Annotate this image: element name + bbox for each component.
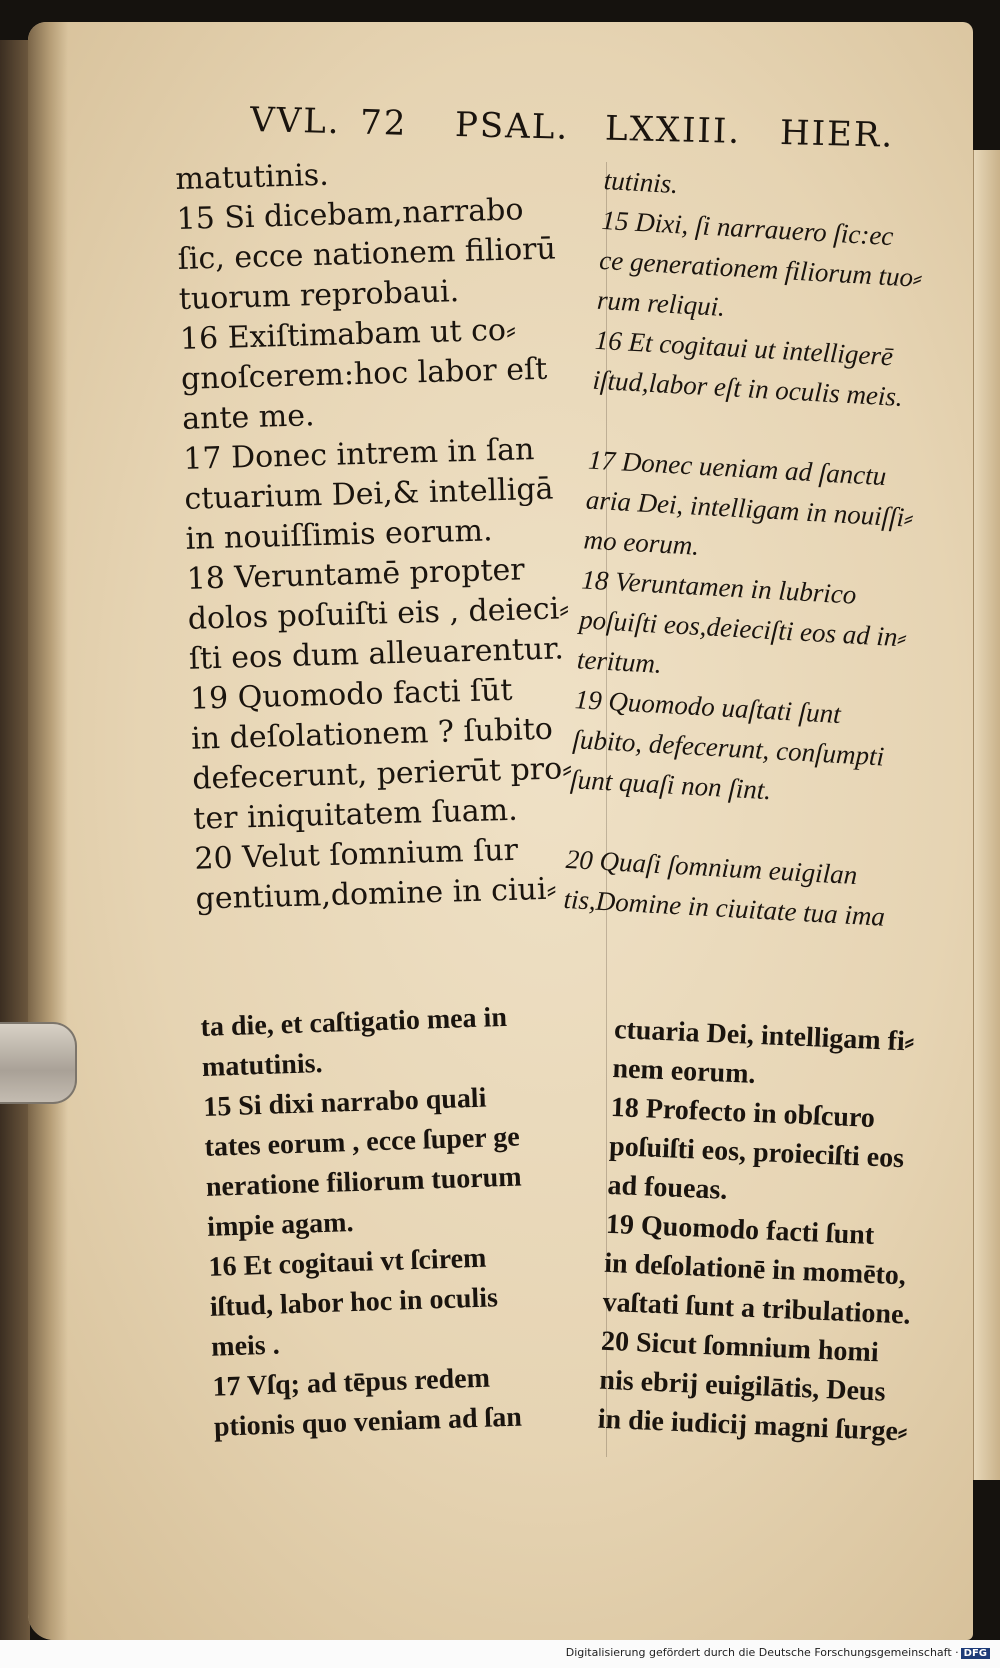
text-line: ſunt quaſi non ſint.: [569, 764, 772, 806]
text-line: gentium,domine in ciui⸗: [195, 871, 557, 917]
running-head-psalm-number: LXXIII.: [604, 108, 742, 152]
text-line: poſuiſti eos, proieciſti eos: [608, 1130, 905, 1175]
text-line: 17 Donec ueniam ad ſanctu: [587, 444, 888, 492]
text-line: ta die, et caſtigatio mea in: [200, 1001, 508, 1043]
text-line: 16 Et cogitaui ut intelligerē: [594, 324, 894, 372]
text-column-lower-left: [200, 998, 530, 1448]
text-line: 16 Et cogitaui vt ſcirem: [208, 1242, 487, 1283]
funding-credit-text: Digitalisierung gefördert durch die Deutsche Forschungsgemeinschaft ·: [565, 1646, 959, 1659]
text-line: tates eorum , ecce ſuper ge: [204, 1121, 521, 1163]
text-line: ſic, ecce nationem filiorū: [177, 231, 557, 277]
book-spine-edge: [0, 40, 30, 1640]
text-line: 15 Si dicebam,narrabo: [176, 192, 524, 237]
text-line: teritum.: [576, 644, 663, 679]
text-line: 16 Exiſtimabam ut co⸗: [179, 312, 517, 357]
text-line: ad foueas.: [607, 1169, 728, 1206]
text-line: gnoſcerem:hoc labor eſt: [180, 351, 548, 397]
text-column-lower-right: [597, 1010, 924, 1452]
text-line: tutinis.: [603, 164, 679, 200]
text-line: mo eorum.: [582, 524, 700, 561]
text-line: aria Dei, intelligam in nouiſſi⸗: [585, 484, 915, 533]
text-line: nis ebrij euigilātis, Deus: [598, 1364, 887, 1408]
text-line: iſtud, labor hoc in oculis: [209, 1282, 499, 1323]
text-line: 15 Dixi, ſi narrauero ſic:ec: [600, 204, 895, 252]
text-line: defecerunt, perierūt pro⸗: [191, 751, 573, 797]
text-line: dolos poſuiſti eis , deieci⸗: [187, 591, 570, 637]
text-line: ſubito, defecerunt, conſumpti: [571, 724, 885, 772]
funding-credit: [566, 1646, 990, 1659]
text-line: 20 Quaſi ſomnium euigilan: [565, 843, 859, 891]
text-line: in deſolationē in momēto,: [603, 1247, 907, 1292]
text-line: 19 Quomodo facti ſūt: [189, 672, 513, 717]
text-line: 20 Velut ſomnium ſur: [194, 832, 519, 877]
text-line: 19 Quomodo uaſtati ſunt: [574, 684, 842, 729]
text-line: 17 Donec intrem in ſan: [182, 432, 535, 477]
text-line: tis,Domine in ciuitate tua ima: [562, 883, 886, 932]
text-line: impie agam.: [206, 1207, 354, 1243]
page-gutter-shadow: [28, 22, 68, 1640]
facing-page-edge: [973, 150, 1000, 1480]
running-head-book: PSAL.: [454, 105, 570, 148]
running-head-page-number: 72: [359, 102, 408, 144]
text-column-upper-left: [175, 149, 578, 919]
text-line: ctuarium Dei,& intelligā: [183, 471, 554, 517]
text-line: in deſolationem ? ſubito: [190, 711, 554, 757]
running-head-author: VVL.: [249, 100, 342, 143]
text-line: matutinis.: [175, 157, 330, 197]
metal-clasp: [0, 1022, 77, 1104]
text-line: poſuiſti eos,deieciſti eos ad in⸗: [578, 604, 908, 653]
text-line: 20 Sicut ſomnium homi: [600, 1325, 880, 1369]
running-head-translator: HIER.: [779, 112, 895, 156]
text-line: ante me.: [181, 398, 315, 437]
text-line: meis .: [210, 1329, 281, 1363]
text-line: in die iudicij magni ſurge⸗: [597, 1403, 908, 1448]
text-line: 17 Vſq; ad tēpus redem: [212, 1362, 491, 1403]
text-line: 18 Veruntamē propter: [186, 552, 526, 597]
text-line: nem eorum.: [611, 1052, 757, 1090]
text-line: in nouiſſimis eorum.: [185, 513, 493, 557]
dfg-logo: DFG: [961, 1648, 990, 1659]
text-line: tuorum reprobaui.: [178, 274, 460, 317]
text-line: ptionis quo veniam ad ſan: [213, 1401, 523, 1443]
text-line: vaſtati ſunt a tribulatione.: [602, 1286, 912, 1331]
text-line: 19 Quomodo facti ſunt: [605, 1208, 875, 1252]
text-line: matutinis.: [201, 1047, 323, 1083]
text-line: neratione filiorum tuorum: [205, 1161, 523, 1203]
text-line: 18 Profecto in obſcuro: [610, 1091, 876, 1134]
text-line: 18 Veruntamen in lubrico: [580, 564, 858, 610]
text-line: ctuaria Dei, intelligam fi⸗: [613, 1013, 915, 1058]
text-line: iſtud,labor eſt in oculis meis.: [591, 364, 904, 412]
text-line: ter iniquitatem ſuam.: [192, 792, 519, 837]
text-column-upper-right: [563, 160, 933, 937]
text-line: ce generationem filiorum tuo⸗: [598, 244, 923, 293]
text-line: ſti eos dum alleuarentur.: [188, 631, 565, 677]
text-line: rum reliqui.: [596, 284, 726, 322]
text-line: 15 Si dixi narrabo quali: [202, 1082, 487, 1123]
